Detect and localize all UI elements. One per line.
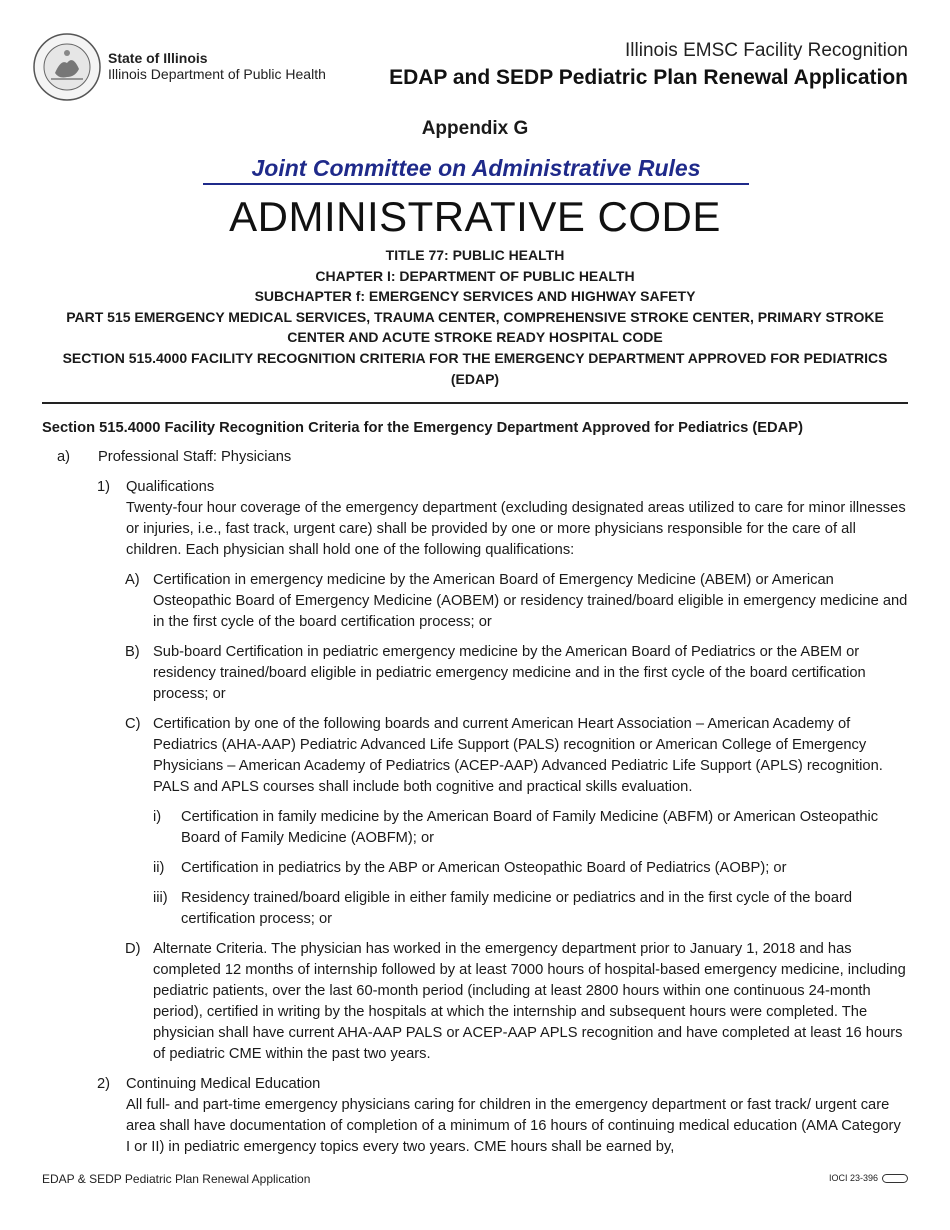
program-name: Illinois EMSC Facility Recognition — [625, 40, 908, 61]
item-label: ii) — [153, 860, 165, 876]
item-text: Certification in emergency medicine by the American Board of Emergency Medicine (ABEM) or American Osteopathic Board of Emergency Medicine (AOBEM) or residency trained/board eligible in emergency medicine and in the first cycle of the board certification process; or — [153, 572, 908, 630]
paragraph-1 — [97, 477, 908, 561]
item-label: i) — [153, 809, 162, 825]
item-label: a) — [57, 449, 71, 465]
clause-B — [125, 642, 908, 705]
appendix-label: Appendix G — [421, 118, 529, 139]
footer-document-name: EDAP & SEDP Pediatric Plan Renewal Application — [42, 1172, 311, 1186]
item-text: Residency trained/board eligible in either family medicine or pediatrics and in the first cycle of the board certification process; or — [181, 890, 853, 927]
application-title: EDAP and SEDP Pediatric Plan Renewal Application — [389, 66, 908, 89]
item-label: C) — [125, 716, 141, 732]
item-text: Certification in pediatrics by the ABP or American Osteopathic Board of Pediatrics (AOBP); or — [181, 860, 787, 876]
paragraph-title: Continuing Medical Education — [126, 1076, 321, 1092]
clause-C — [125, 714, 908, 798]
clause-A — [125, 570, 908, 633]
agency-department: Illinois Department of Public Health — [108, 66, 326, 82]
form-number: IOCI 23-396 — [828, 1173, 878, 1183]
section-content — [42, 418, 908, 1167]
heading-part: PART 515 EMERGENCY MEDICAL SERVICES, TRAUMA CENTER, COMPREHENSIVE STROKE CENTER, PRIMARY STROKE CENTER AND ACUTE STROKE READY HOSPITAL CODE — [66, 308, 884, 346]
jcar-banner: Joint Committee on Administrative Rules — [203, 153, 749, 185]
item-label: D) — [125, 941, 141, 957]
agency-state: State of Illinois — [108, 50, 208, 66]
item-text: Sub-board Certification in pediatric emergency medicine by the American Board of Pediatrics or the ABEM or residency trained/board eligible in pediatric emergency medicine and in the first cycle of the board certification process; or — [153, 644, 866, 702]
clause-D — [125, 939, 908, 1065]
divider-rule — [42, 402, 908, 404]
ioci-logo-icon — [882, 1174, 908, 1183]
item-label: B) — [125, 644, 140, 660]
subclause-ii — [153, 858, 908, 879]
item-text: All full- and part-time emergency physicians caring for children in the emergency department or fast track/ urgent care area shall have documentation of completion of a minimum of 16 hours of continuing medical education (AMA Category I or II) in pediatric emergency topics every two years. CME hours shall be earned by, — [126, 1097, 901, 1155]
heading-title: TITLE 77: PUBLIC HEALTH — [385, 247, 565, 263]
subclause-i — [153, 807, 908, 849]
item-label: A) — [125, 572, 140, 588]
heading-section: SECTION 515.4000 FACILITY RECOGNITION CRITERIA FOR THE EMERGENCY DEPARTMENT APPROVED FOR PEDIATRICS (EDAP) — [62, 349, 888, 387]
item-text: Professional Staff: Physicians — [98, 449, 292, 465]
paragraph-title: Qualifications — [126, 479, 215, 495]
agency-block — [108, 50, 326, 82]
item-label: 2) — [97, 1076, 111, 1092]
administrative-code-title: ADMINISTRATIVE CODE — [229, 193, 721, 240]
heading-subchapter: SUBCHAPTER f: EMERGENCY SERVICES AND HIGHWAY SAFETY — [254, 288, 696, 305]
paragraph-2 — [97, 1074, 908, 1158]
footer-form-number — [829, 1173, 908, 1183]
document-title-block — [389, 38, 908, 92]
item-label: iii) — [153, 890, 168, 906]
item-text: Alternate Criteria. The physician has worked in the emergency department prior to January 1, 2018 and has completed 12 months of internship followed by at least 7000 hours of hospital-based emergency medicine, including pediatric patients, over the last 60-month period (including at least 2800 hours within one continuous 24-month period), certified in writing by the hospitals at which the internship and subsequent hours were completed. The physician shall have current AHA-AAP PALS or ACEP-AAP APLS recognition and have completed at least 16 hours of pediatric CME within the past two years. — [153, 941, 906, 1062]
item-text: Twenty-four hour coverage of the emergency department (excluding designated areas utilized to care for minor illnesses or injuries, i.e., fast track, urgent care) shall be provided by one or more physicians responsible for the care of all children. Each physician shall hold one of the following qualifications: — [126, 500, 906, 558]
code-headings — [60, 245, 890, 389]
subclause-iii — [153, 888, 908, 930]
item-text: Certification by one of the following boards and current American Heart Association – American Academy of Pediatrics (AHA-AAP) Pediatric Advanced Life Support (PALS) recognition or American College of Emergency Physicians – American Academy of Pediatrics (ACEP-AAP) Advanced Pediatric Life Support (APLS) recognition. PALS and APLS courses shall include both cognitive and practical skills evaluation. — [153, 716, 883, 795]
illinois-state-seal — [33, 33, 101, 101]
item-label: 1) — [97, 479, 111, 495]
section-heading: Section 515.4000 Facility Recognition Criteria for the Emergency Department Approved for Pediatrics (EDAP) — [42, 420, 803, 436]
subsection-a — [57, 447, 908, 468]
heading-chapter: CHAPTER I: DEPARTMENT OF PUBLIC HEALTH — [315, 267, 635, 284]
item-text: Certification in family medicine by the American Board of Family Medicine (ABFM) or American Osteopathic Board of Family Medicine (AOBFM); or — [181, 809, 879, 846]
